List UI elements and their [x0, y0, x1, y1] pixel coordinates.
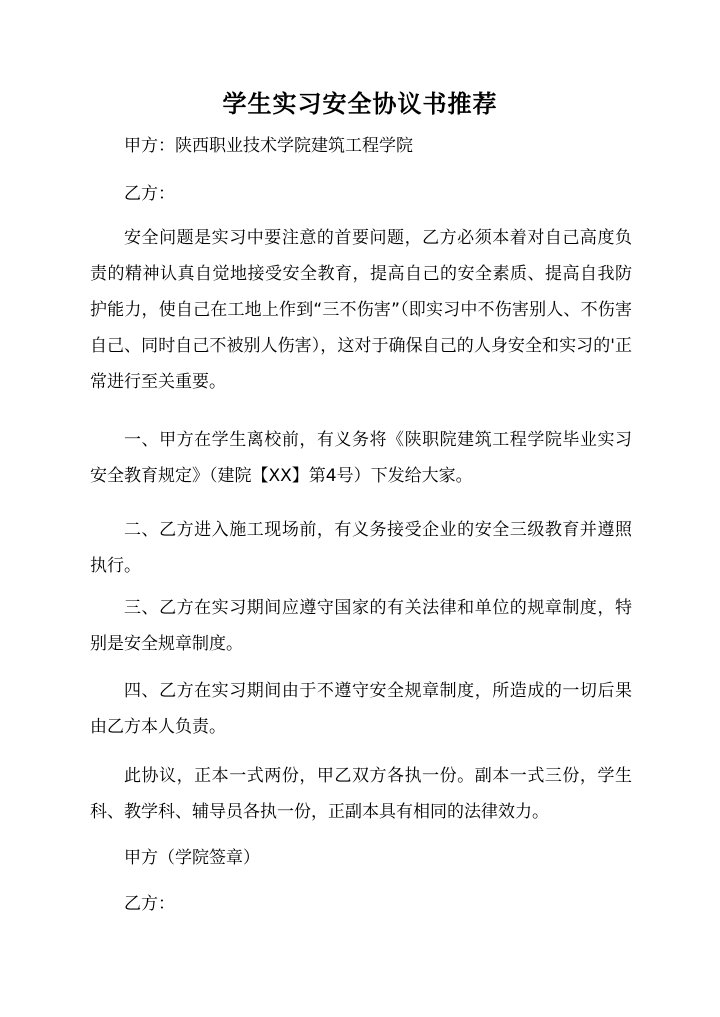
copies-paragraph: 此协议，正本一式两份，甲乙双方各执一份。副本一式三份，学生科、教学科、辅导员各执一份，正副本具有相同的法律效力。	[90, 766, 632, 822]
party-b-signature: 乙方：	[124, 894, 175, 914]
document-title: 学生实习安全协议书推荐	[222, 90, 498, 118]
party-b-line: 乙方：	[124, 184, 175, 204]
clause-1-paragraph: 一、甲方在学生离校前，有义务将《陕职院建筑工程学院毕业实习安全教育规定》（建院【XX】第4号）下发给大家。	[90, 430, 632, 486]
party-a-line: 甲方：陕西职业技术学院建筑工程学院	[124, 136, 413, 156]
clause-2-paragraph: 二、乙方进入施工现场前，有义务接受企业的安全三级教育并遵照执行。	[90, 520, 632, 576]
party-a-signature: 甲方（学院签章）	[124, 848, 260, 868]
clause-4-paragraph: 四、乙方在实习期间由于不遵守安全规章制度，所造成的一切后果由乙方本人负责。	[90, 681, 632, 737]
clause-3-paragraph: 三、乙方在实习期间应遵守国家的有关法律和单位的规章制度，特别是安全规章制度。	[90, 598, 632, 654]
intro-paragraph: 安全问题是实习中要注意的首要问题，乙方必须本着对自己高度负责的精神认真自觉地接受安全教育，提高自己的安全素质、提高自我防护能力，使自己在工地上作到“三不伤害”（即实习中不伤害别人、不伤害自己、同时自己不被别人伤害），这对于确保自己的人身安全和实习的'正常进行至关重要。	[90, 228, 632, 392]
